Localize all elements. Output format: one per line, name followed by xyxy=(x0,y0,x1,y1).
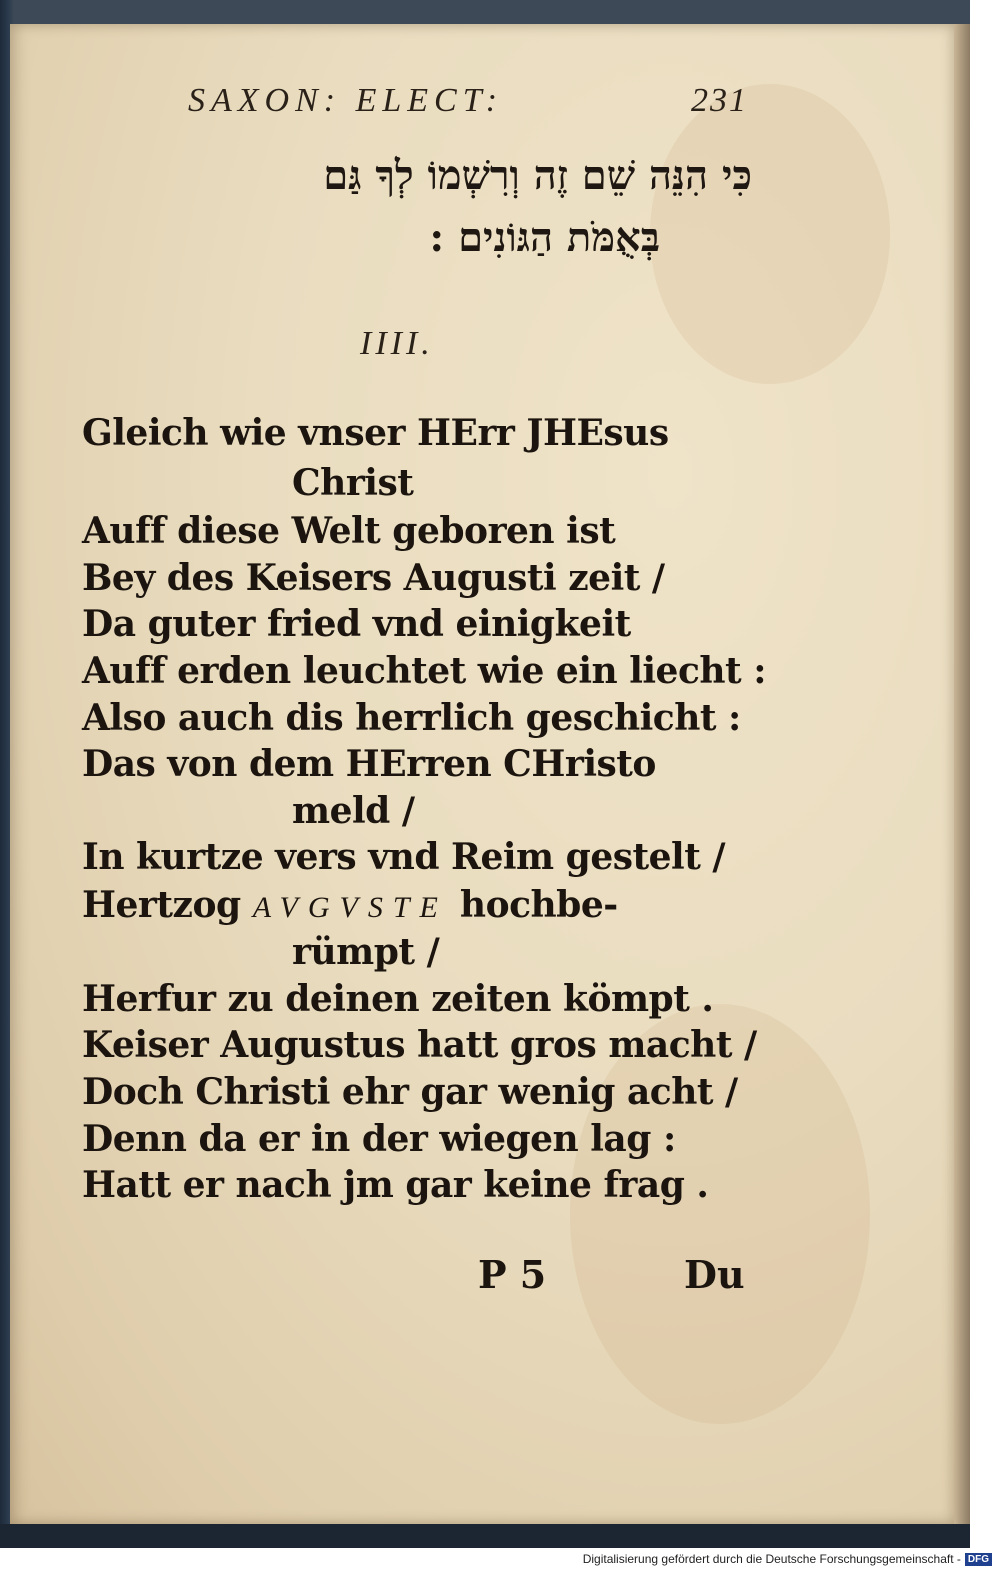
verse-line: meld / xyxy=(292,790,415,832)
verse-line: Auff erden leuchtet wie ein liecht : xyxy=(82,650,766,692)
verse-word: hochbe- xyxy=(459,884,618,926)
verse-line: Gleich wie vnser HErr JHEsus xyxy=(82,412,669,454)
verse-line: Doch Christi ehr gar wenig acht / xyxy=(82,1071,738,1113)
verse-line: Bey des Keisers Augusti zeit / xyxy=(82,557,665,599)
verse-line: Denn da er in der wiegen lag : xyxy=(82,1118,676,1160)
verse-line xyxy=(82,884,618,926)
paper-stain xyxy=(570,1004,870,1424)
dfg-logo: DFG xyxy=(965,1553,992,1566)
paper-stain xyxy=(650,84,890,384)
running-title: SAXON: ELECT: xyxy=(188,82,504,119)
digitization-credit xyxy=(583,1552,992,1566)
verse-word: Hertzog xyxy=(82,884,241,926)
verse-line: rümpt / xyxy=(292,931,440,973)
verse-line: Hatt er nach jm gar keine frag . xyxy=(82,1164,709,1206)
hebrew-line-2: בְּאֻמֹּת הַגּוֹנִים : xyxy=(429,214,660,261)
credit-text: Digitalisierung gefördert durch die Deutsche Forschungsgemeinschaft - xyxy=(582,1552,961,1566)
section-number: IIII. xyxy=(360,325,434,362)
catchword: Du xyxy=(684,1252,745,1297)
page-number: 231 xyxy=(691,82,748,119)
hebrew-line-1: כִּי הִנֵּה שֵׁם זֶה וְרִשְׁמוֹ לְךָ גַּם xyxy=(323,152,752,199)
verse-line: Herfur zu deinen zeiten kömpt . xyxy=(82,978,714,1020)
verse-line: Keiser Augustus hatt gros macht / xyxy=(82,1024,757,1066)
verse-name-antiqua: AVGVSTE xyxy=(252,891,448,924)
verse-line: Auff diese Welt geboren ist xyxy=(82,510,616,552)
binding-bottom-band xyxy=(0,1524,970,1548)
signature-mark: P 5 xyxy=(478,1252,547,1297)
verse-line: In kurtze vers vnd Reim gestelt / xyxy=(82,836,726,878)
verse-line: Da guter fried vnd einigkeit xyxy=(82,603,631,645)
verse-line: Also auch dis herrlich geschicht : xyxy=(82,697,741,739)
verse-line: Das von dem HErren CHristo xyxy=(82,743,656,785)
verse-line: Christ xyxy=(292,462,414,504)
page-edge xyxy=(954,24,970,1524)
